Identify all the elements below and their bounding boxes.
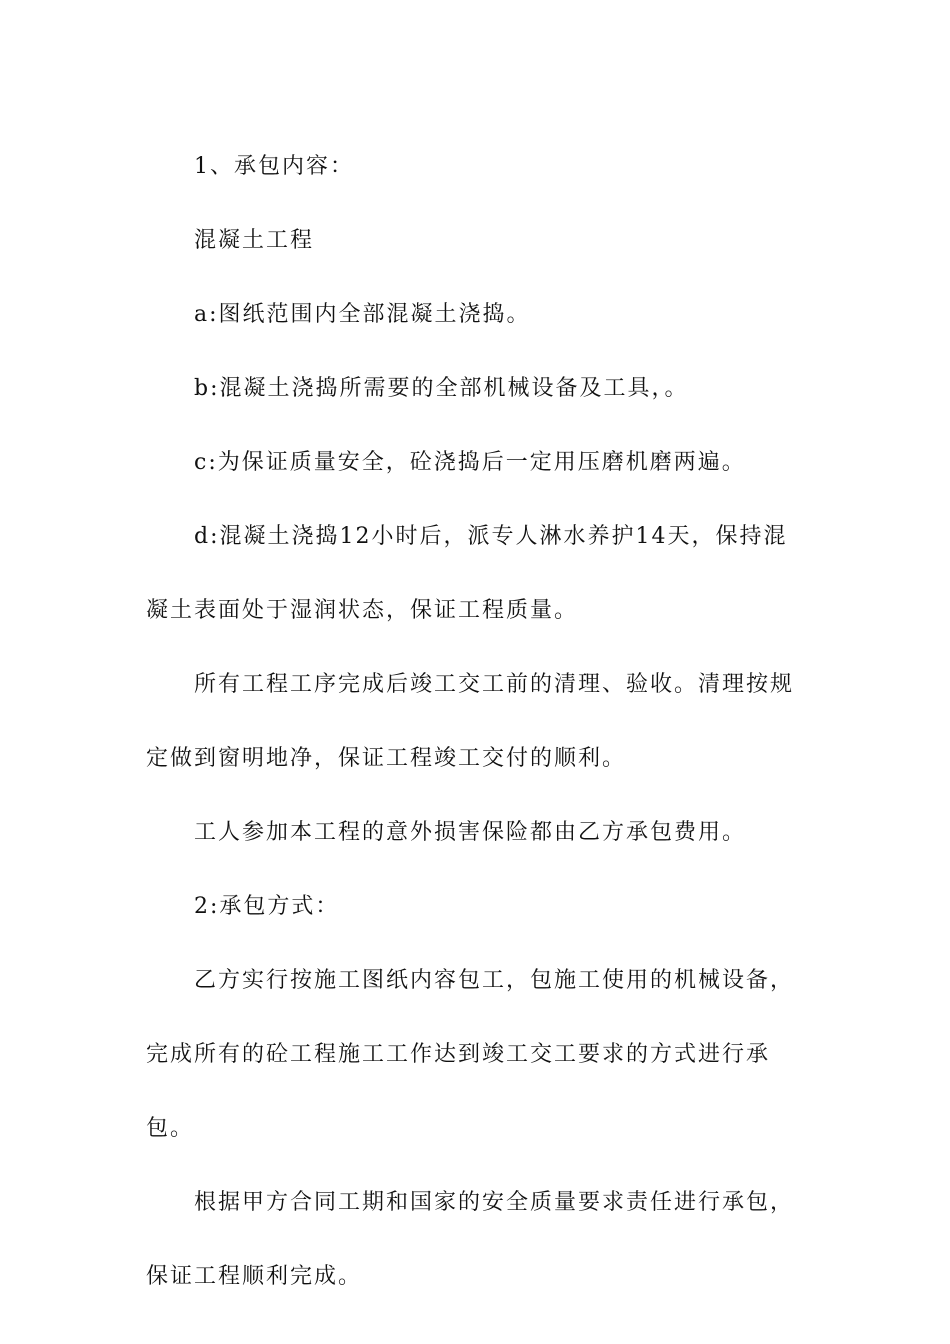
paragraph-method-detail: 乙方实行按施工图纸内容包工，包施工使用的机械设备，完成所有的砼工程施工工作达到竣工交工要求的方式进行承包。	[146, 968, 795, 1141]
document-body	[146, 130, 810, 1314]
paragraph-concrete-work: 混凝土工程	[194, 228, 315, 253]
paragraph-item-d: d:混凝土浇捣12小时后，派专人淋水养护14天，保持混凝土表面处于湿润状态，保证工程质量。	[146, 524, 788, 623]
paragraph-schedule-quality: 根据甲方合同工期和国家的安全质量要求责任进行承包，保证工程顺利完成。	[146, 1190, 795, 1289]
paragraph-item-b: b:混凝土浇捣所需要的全部机械设备及工具，。	[194, 376, 689, 401]
paragraph-cleanup-acceptance: 所有工程工序完成后竣工交工前的清理、验收。清理按规定做到窗明地净，保证工程竣工交付的顺利。	[146, 672, 795, 771]
paragraph-item-c: c:为保证质量安全，砼浇捣后一定用压磨机磨两遍。	[194, 450, 746, 475]
paragraph-item-a: a:图纸范围内全部混凝土浇捣。	[194, 302, 531, 327]
paragraph-insurance: 工人参加本工程的意外损害保险都由乙方承包费用。	[194, 820, 747, 845]
paragraph-contract-method-heading: 2:承包方式：	[194, 894, 340, 919]
paragraph-contract-content-heading: 1、承包内容：	[194, 154, 354, 179]
